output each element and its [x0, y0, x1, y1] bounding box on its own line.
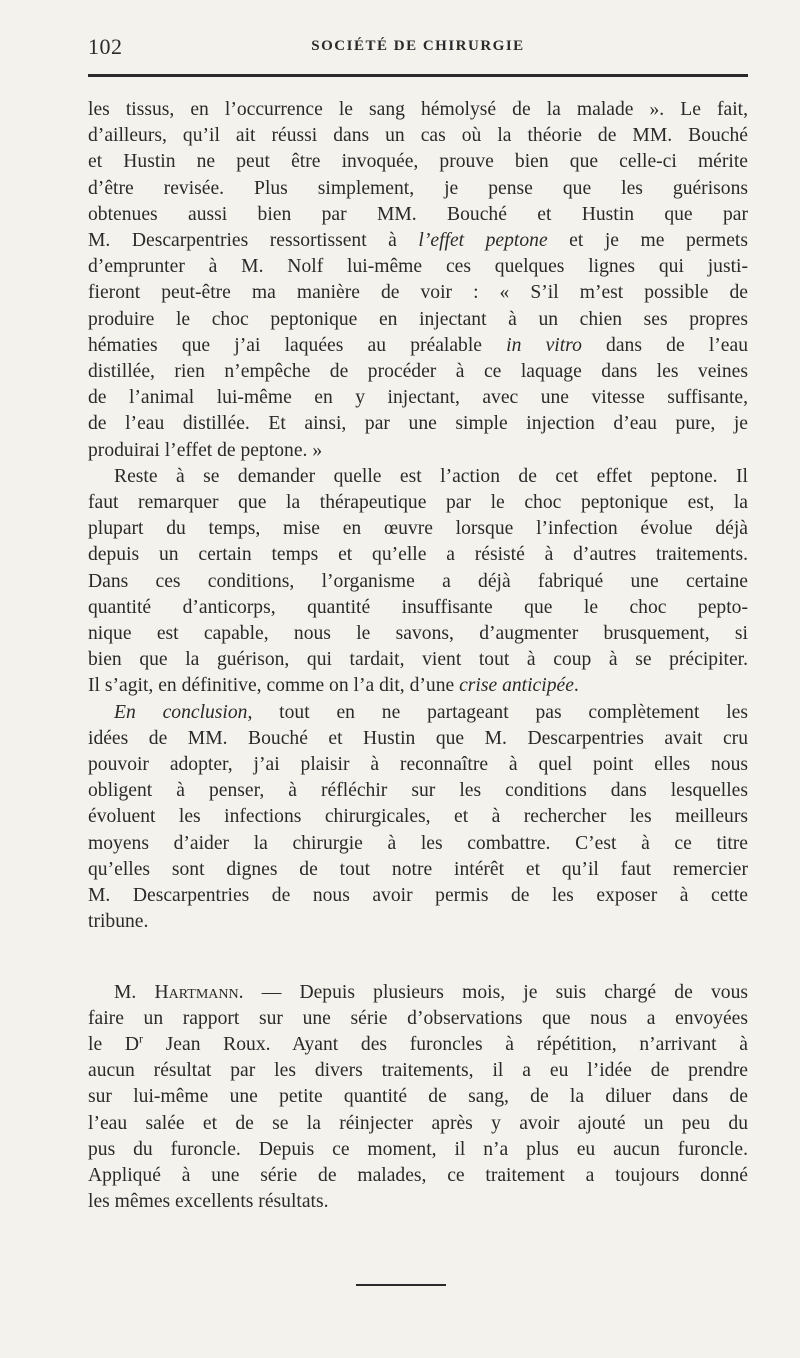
text-line [88, 1032, 748, 1058]
text-line: les mêmes excellents résultats. [88, 1191, 329, 1213]
text-line [88, 333, 748, 359]
text-line: tribune. [88, 911, 149, 933]
text-line: Dans ces conditions, l’organisme a déjà fabriqué une certaine [88, 570, 748, 592]
text-run: M. Descarpentries ressortissent à [88, 230, 419, 252]
text-line: bien que la guérison, qui tardait, vient tout à coup à se précipiter. [88, 649, 748, 671]
page-number: 102 [88, 34, 123, 59]
text-line [88, 700, 748, 726]
text-line: fieront peut-être ma manière de voir : « S’il m’est possible de [88, 282, 748, 304]
text-line: quantité d’anticorps, quantité insuffisante que le choc pepto- [88, 596, 748, 618]
text-line: pus du furoncle. Depuis ce moment, il n’a plus eu aucun furoncle. [88, 1138, 748, 1160]
text-line: d’ailleurs, qu’il ait réussi dans un cas où la théorie de MM. Bouché [88, 125, 748, 147]
text-line: distillée, rien n’empêche de procéder à ce laquage dans les veines [88, 361, 748, 383]
text-run: . — Depuis plusieurs mois, je suis chargé de vous [238, 981, 748, 1003]
text-line: et Hustin ne peut être invoquée, prouve bien que celle-ci mérite [88, 151, 748, 173]
text-line: de l’eau distillée. Et ainsi, par une simple injection d’eau pure, je [88, 413, 748, 435]
text-run: , tout en ne partageant pas complètement les [247, 701, 748, 723]
text-line: idées de MM. Bouché et Hustin que M. Descarpentries avait cru [88, 727, 748, 749]
text-line: moyens d’aider la chirurgie à les combattre. C’est à ce titre [88, 832, 748, 854]
text-line: obtenues aussi bien par MM. Bouché et Hustin que par [88, 203, 748, 225]
text-run: dans de l’eau [581, 334, 748, 356]
text-line: faire un rapport sur une série d’observations que nous a envoyées [88, 1007, 748, 1029]
italic-term: in vitro [506, 334, 582, 356]
page-header [88, 30, 748, 60]
text-line: d’emprunter à M. Nolf lui-même ces quelques lignes qui justi- [88, 256, 748, 278]
paragraph-1 [88, 97, 748, 464]
text-line: obligent à penser, à réfléchir sur les conditions dans lesquelles [88, 780, 748, 802]
speaker-name: Hartmann [154, 981, 239, 1003]
text-line [88, 673, 748, 699]
text-run: hématies que j’ai laquées au préalable [88, 334, 507, 356]
text-line: qu’elles sont dignes de tout notre intérêt et qu’il faut remercier [88, 858, 748, 880]
footer-rule [356, 1284, 446, 1286]
text-line: faut remarquer que la thérapeutique par le choc peptonique est, la [88, 492, 748, 514]
italic-term: En conclusion [114, 701, 248, 723]
text-line: Appliqué à une série de malades, ce traitement a toujours donné [88, 1164, 748, 1186]
section-gap [88, 936, 748, 980]
text-line: Reste à se demander quelle est l’action de cet effet peptone. Il [114, 465, 748, 487]
text-line: évoluent les infections chirurgicales, et à rechercher les meilleurs [88, 806, 748, 828]
text-run: M. [114, 981, 155, 1003]
text-line: de l’animal lui-même en y injectant, avec une vitesse suffisante, [88, 387, 748, 409]
text-run: Jean Roux. Ayant des furoncles à répétition, n’arrivant à [142, 1033, 748, 1055]
text-line: nique est capable, nous le savons, d’augmenter brusquement, si [88, 623, 748, 645]
text-line: d’être revisée. Plus simplement, je pense que les guérisons [88, 177, 748, 199]
text-line: sur lui-même une petite quantité de sang, de la diluer dans de [88, 1086, 748, 1108]
header-rule [88, 74, 748, 77]
text-line: les tissus, en l’occurrence le sang hémolysé de la malade ». Le fait, [88, 99, 748, 120]
superscript: r [138, 1031, 143, 1046]
italic-term: l’effet peptone [418, 230, 548, 252]
text-line [88, 980, 748, 1006]
paragraph-3 [88, 700, 748, 936]
text-line: produirai l’effet de peptone. » [88, 439, 323, 461]
text-run: Il s’agit, en définitive, comme on l’a dit, d’une [88, 675, 460, 697]
paragraph-4 [88, 980, 748, 1216]
text-line: produire le choc peptonique en injectant à un chien ses propres [88, 308, 748, 330]
text-run: le D [88, 1033, 139, 1055]
text-line: plupart du temps, mise en œuvre lorsque l’infection évolue déjà [88, 518, 748, 540]
text-line: aucun résultat par les divers traitements, il a eu l’idée de prendre [88, 1060, 748, 1082]
text-line: pouvoir adopter, j’ai plaisir à reconnaître à quel point elles nous [88, 754, 748, 776]
text-line: depuis un certain temps et qu’elle a résisté à d’autres traitements. [88, 544, 748, 566]
text-run: et je me permets [547, 230, 748, 252]
body-text [88, 97, 748, 1215]
text-line: M. Descarpentries de nous avoir permis de les exposer à cette [88, 885, 748, 907]
running-head: SOCIÉTÉ DE CHIRURGIE [311, 38, 525, 54]
paragraph-2 [88, 464, 748, 700]
text-line: l’eau salée et de se la réinjecter après y avoir ajouté un peu du [88, 1112, 748, 1134]
text-run: . [573, 675, 579, 697]
text-line [88, 228, 748, 254]
italic-term: crise anticipée [459, 675, 574, 697]
